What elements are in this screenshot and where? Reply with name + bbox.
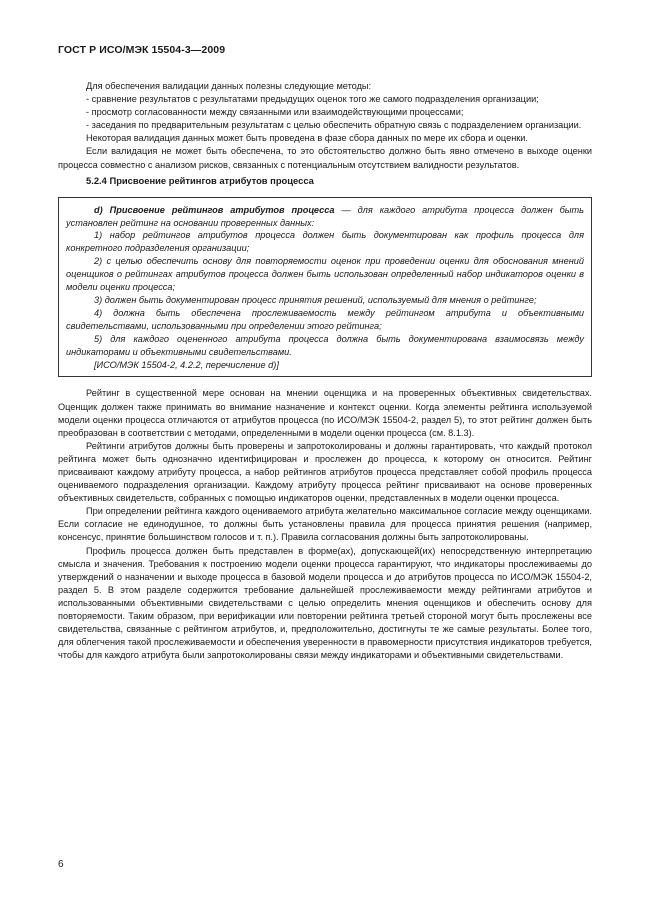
document-header: ГОСТ Р ИСО/МЭК 15504-3—2009 — [58, 44, 226, 56]
body-block — [58, 387, 592, 662]
body-paragraph: Рейтинг в существенной мере основан на мнении оценщика и на проверенных объективных свидетельствах. Оценщик должен также принимать во внимание назначение и контекст оценки. Когда элементы рейтинга используемой модели оценки процесса отличаются от атрибутов процесса (по ИСО/МЭК 15504-2, раздел 5), то этот рейтинг должен быть преобразован в соответствии с методами, определенными в модели оценки процесса (см. 8.1.3). — [58, 388, 592, 438]
body-paragraph: Рейтинги атрибутов должны быть проверены и запротоколированы и должны гарантировать, что каждый протокол рейтинга может быть однозначно идентифицирован и прослежен до процесса, к которому он относится. Рейтинг присваивают каждому атрибуту процесса, а набор рейтингов атрибутов процесса представляет собой профиль процесса оцениваемого подразделения организации. Каждому атрибуту процесса рейтинг присваивают на основе проверенных объективных свидетельств, собранных с помощью индикаторов оценки, представленных в модели оценки процесса. — [58, 440, 592, 504]
section-heading: 5.2.4 Присвоение рейтингов атрибутов процесса — [86, 174, 314, 186]
page-number: 6 — [58, 859, 64, 870]
intro-block — [58, 80, 592, 172]
intro-list-item: - просмотр согласованности между связанными или взаимодействующими процессами; — [86, 107, 464, 118]
document-page — [58, 44, 592, 662]
quote-item: 4) должна быть обеспечена прослеживаемость между рейтингом атрибута и объективными свидетельствами, использованными при определении этого рейтинга; — [66, 307, 584, 331]
intro-list-item: - сравнение результатов с результатами предыдущих оценок того же самого подразделения организации; — [86, 94, 539, 105]
body-paragraph: При определении рейтинга каждого оцениваемого атрибута желательно максимальное согласие между оценщиками. Если согласие не единодушное, то должны быть установлены правила для процесса принятия решения (например, консенсус, принятие большинством голосов и т. п.). Правила согласования должны быть запротоколированы. — [58, 506, 592, 543]
quote-lead-rest: — для каждого атрибута процесса должен быть установлен рейтинг на основании проверенных данных: — [66, 204, 585, 228]
intro-list-item: - заседания по предварительным результатам с целью обеспечить обратную связь с подразделением организации. — [86, 120, 582, 131]
quote-item: 1) набор рейтингов атрибутов процесса должен быть документирован как профиль процесса для конкретного подразделения организации; — [66, 230, 584, 254]
body-paragraph: Профиль процесса должен быть представлен в форме(ах), допускающей(их) непосредственную интерпретацию смысла и значения. Требования к построению модели оценки процесса гарантируют, что индикаторы прослеживаемы до утверждений о назначении и выходе процесса в базовой модели процесса и до атрибутов процесса по ИСО/МЭК 15504-2, раздел 5. В этом разделе содержится требование дальнейшей прослеживаемости между рейтингами атрибутов и использованными объективными свидетельствами с целью определить мнения оценщиков и обеспечить основу для повторяемости. Таким образом, при верификации или повторении рейтинга третьей стороной могут быть прослежены все свидетельства, связанные с рейтингом атрибутов, и, предположительно, достигнуты те же самые результаты. Более того, для облегчения такой прослеживаемости и обеспечения уверенности в правомерности присутствия индикаторов требуется, чтобы для каждого атрибута были запротоколированы связи между индикаторами и объективными свидетельствами. — [58, 545, 592, 661]
intro-paragraph: Если валидация не может быть обеспечена, то это обстоятельство должно быть явно отмечено в выходе оценки процесса совместно с анализом рисков, связанных с потенциальным отсутствием валидности результатов. — [58, 146, 592, 170]
quote-reference: [ИСО/МЭК 15504-2, 4.2.2, перечисление d)] — [94, 359, 279, 370]
quote-item: 3) должен быть документирован процесс принятия решений, используемый для мнения о рейтинге; — [94, 295, 537, 305]
intro-paragraph: Для обеспечения валидации данных полезны следующие методы: — [86, 81, 372, 91]
quote-item: 5) для каждого оцененного атрибута процесса должна быть документирована взаимосвязь между индикаторами и объективными свидетельствами. — [66, 333, 584, 357]
quote-lead — [66, 204, 584, 230]
intro-paragraph: Некоторая валидация данных может быть проведена в фазе сбора данных по мере их сбора и оценки. — [86, 133, 528, 144]
standard-quote-box — [58, 197, 592, 378]
quote-lead-emphasis: d) Присвоение рейтингов атрибутов процесса — [94, 204, 335, 215]
quote-item: 2) с целью обеспечить основу для повторяемости оценок при проведении оценки для обоснования мнений оценщиков о рейтингах атрибутов процесса должен быть использован определенный набор индикаторов оценки в модели оценки процесса; — [66, 256, 584, 293]
